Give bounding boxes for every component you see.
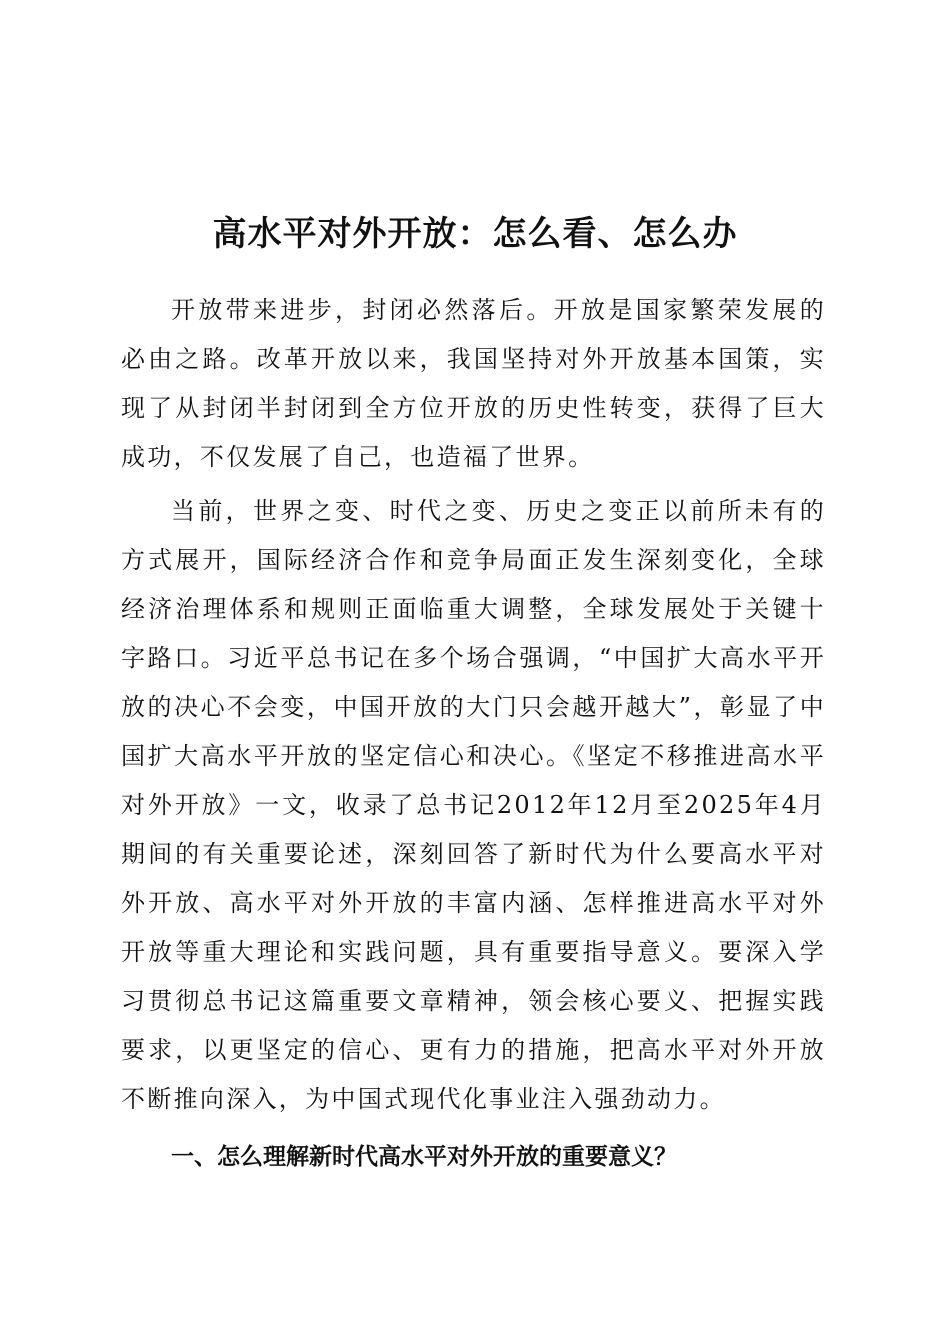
document-title: 高水平对外开放：怎么看、怎么办 — [212, 213, 738, 254]
paragraph-2: 当前，世界之变、时代之变、历史之变正以前所未有的方式展开，国际经济合作和竞争局面正发生深刻变化，全球经济治理体系和规则正面临重大调整，全球发展处于关键十字路口。习近平总书记在多个场合强调，“中国扩大高水平开放的决心不会变，中国开放的大门只会越开越大”，彰显了中国扩大高水平开放的坚定信心和决心。《坚定不移推进高水平对外开放》一文，收录了总书记2012年12月至2025年4月期间的有关重要论述，深刻回答了新时代为什么要高水平对外开放、高水平对外开放的丰富内涵、怎样推进高水平对外开放等重大理论和实践问题，具有重要指导意义。要深入学习贯彻总书记这篇重要文章精神，领会核心要义、把握实践要求，以更坚定的信心、更有力的措施，把高水平对外开放不断推向深入，为中国式现代化事业注入强劲动力。 — [121, 497, 826, 1113]
section-heading: 一、怎么理解新时代高水平对外开放的重要意义？ — [171, 1144, 677, 1170]
paragraph-1: 开放带来进步，封闭必然落后。开放是国家繁荣发展的必由之路。改革开放以来，我国坚持对外开放基本国策，实现了从封闭半封闭到全方位开放的历史性转变，获得了巨大成功，不仅发展了自己，也造福了世界。 — [121, 296, 826, 471]
